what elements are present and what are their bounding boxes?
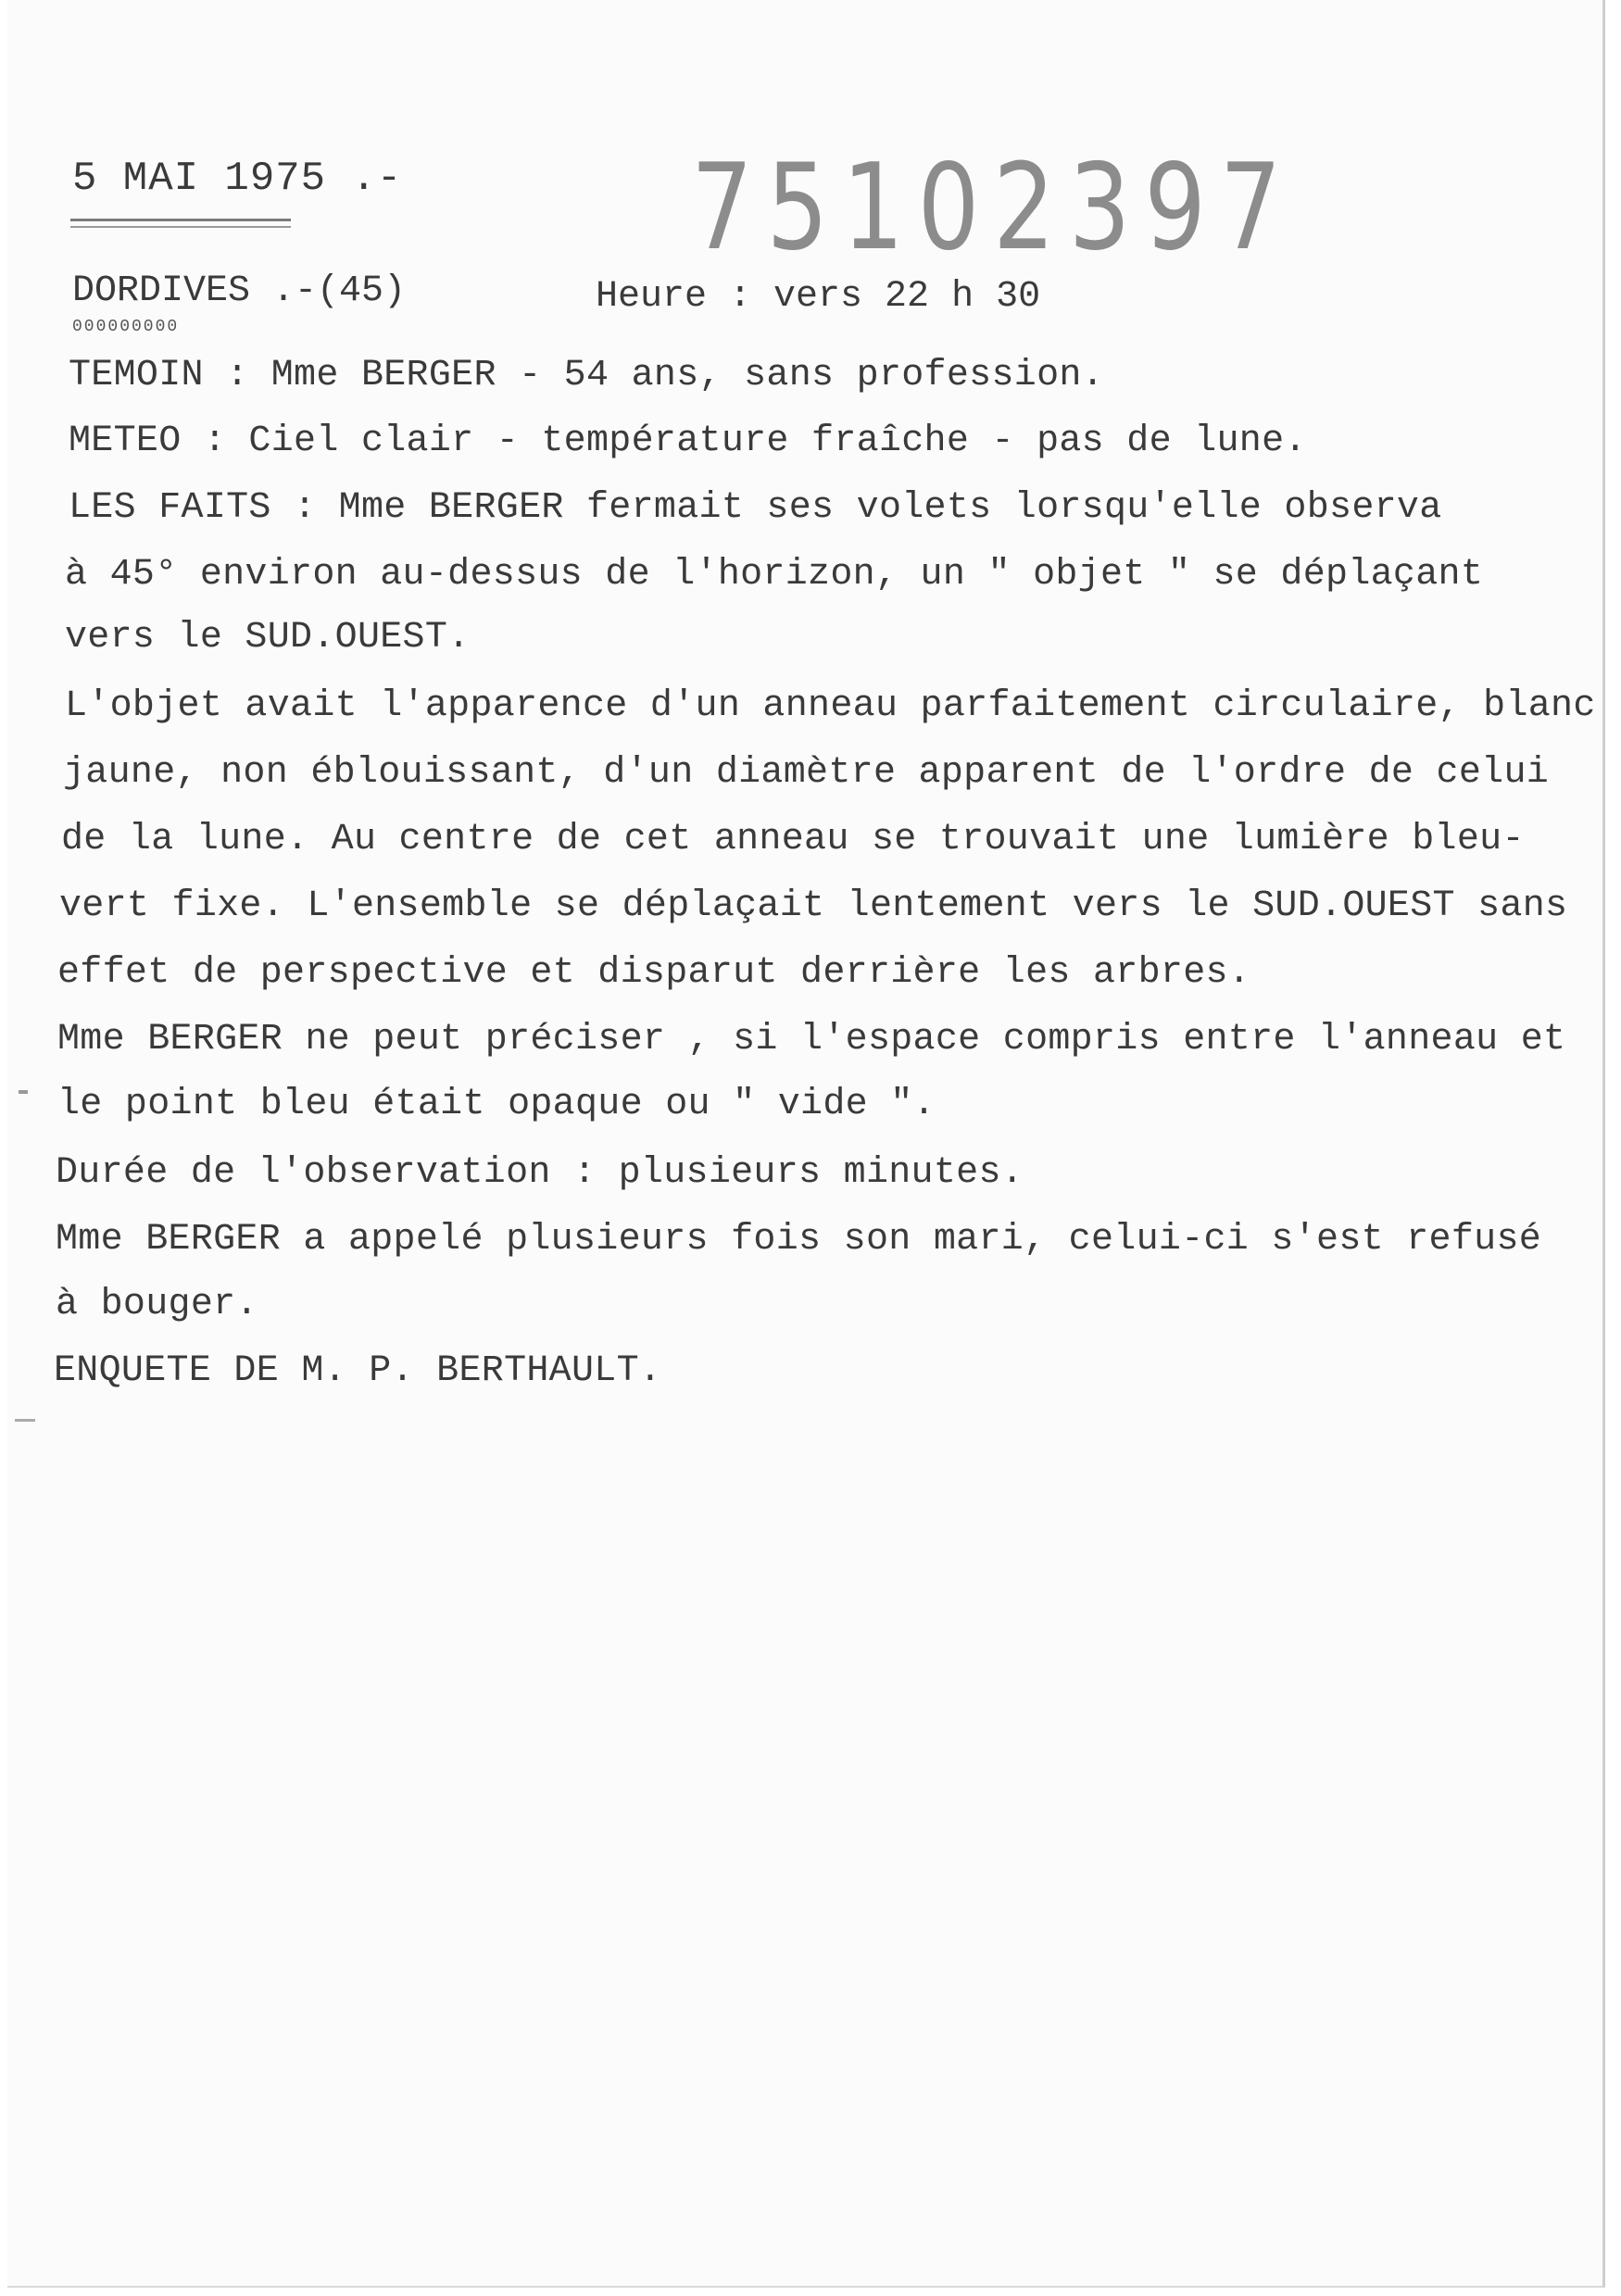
time-of-sighting: Heure : vers 22 h 30 bbox=[596, 276, 1041, 318]
body-text-line: effet de perspective et disparut derrière les arbres. bbox=[57, 952, 1251, 994]
location-heading: DORDIVES .-(45) bbox=[72, 270, 407, 312]
date-underline-second bbox=[70, 226, 291, 228]
body-text-line: jaune, non éblouissant, d'un diamètre apparent de l'ordre de celui bbox=[63, 752, 1550, 794]
document-page bbox=[7, 0, 1605, 2288]
body-text-line: à 45° environ au-dessus de l'horizon, un " objet " se déplaçant bbox=[65, 554, 1484, 596]
body-text-line: Mme BERGER a appelé plusieurs fois son mari, celui-ci s'est refusé bbox=[56, 1219, 1542, 1261]
report-date: 5 MAI 1975 .- bbox=[72, 156, 403, 202]
weather-line: METEO : Ciel clair - température fraîche - pas de lune. bbox=[69, 420, 1307, 462]
body-text-line: de la lune. Au centre de cet anneau se trouvait une lumière bleu- bbox=[61, 819, 1525, 860]
margin-mark bbox=[19, 1090, 28, 1094]
facts-line: LES FAITS : Mme BERGER fermait ses volets lorsqu'elle observa bbox=[69, 487, 1442, 529]
date-underline bbox=[70, 219, 291, 221]
investigator-line: ENQUETE DE M. P. BERTHAULT. bbox=[54, 1350, 662, 1392]
body-text-line: L'objet avait l'apparence d'un anneau parfaitement circulaire, blanc bbox=[65, 685, 1596, 727]
witness-line: TEMOIN : Mme BERGER - 54 ans, sans profession. bbox=[69, 355, 1104, 396]
duration-line: Durée de l'observation : plusieurs minutes. bbox=[56, 1152, 1024, 1194]
location-underline: 000000000 bbox=[72, 318, 180, 336]
body-text-line: vert fixe. L'ensemble se déplaçait lentement vers le SUD.OUEST sans bbox=[59, 885, 1568, 927]
body-text-line: le point bleu était opaque ou " vide ". bbox=[57, 1084, 936, 1125]
record-number-stamp: 75102397 bbox=[691, 139, 1296, 277]
body-text-line: Mme BERGER ne peut préciser , si l'espace compris entre l'anneau et bbox=[57, 1019, 1566, 1060]
body-text-line: vers le SUD.OUEST. bbox=[65, 617, 471, 659]
body-text-line: à bouger. bbox=[56, 1284, 258, 1325]
margin-mark bbox=[15, 1419, 35, 1422]
